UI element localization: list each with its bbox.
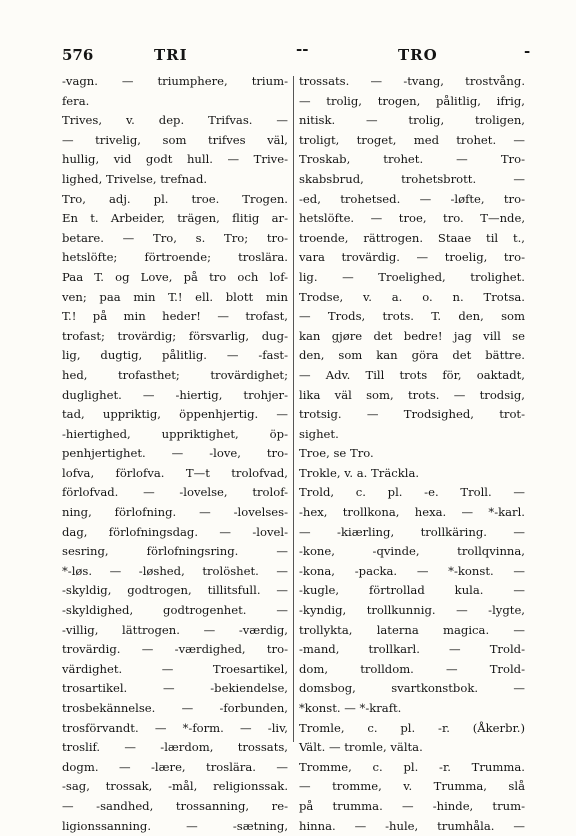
text-line: domsbog, svartkonstbok. — — [299, 681, 525, 696]
text-line: hetslöfte; förtroende; troslära. — [62, 250, 288, 265]
text-line: troslif. — -lærdom, trossats, — [62, 740, 288, 755]
page-header — [62, 40, 532, 66]
text-line: lofva, förlofva. T—t trolofvad, — [62, 465, 288, 480]
text-line: lighed, Trivelse, trefnad. — [62, 171, 208, 186]
text-line: betare. — Tro, s. Tro; tro- — [62, 230, 288, 245]
text-line: trofast; trovärdig; försvarlig, dug- — [62, 328, 288, 343]
text-line: -kugle, förtrollad kula. — — [299, 583, 525, 598]
text-line: -vagn. — triumphere, trium- — [62, 74, 288, 88]
text-line: nitisk. — trolig, troligen, — [299, 113, 525, 128]
text-line: -kone, -qvinde, trollqvinna, — [299, 544, 525, 559]
text-line: lika väl som, trots. — trodsig, — [299, 387, 525, 402]
text-line: -mand, trollkarl. — Trold- — [299, 642, 525, 657]
text-line: -kona, -packa. — *-konst. — — [299, 563, 525, 578]
text-line: vara trovärdig. — troelig, tro- — [299, 250, 525, 265]
text-line: ligionssanning. — -sætning, — [62, 818, 288, 833]
text-line: trosartikel. — -bekiendelse, — [62, 681, 288, 696]
text-line: Trokle, v. a. Träckla. — [299, 465, 420, 480]
text-line: penhjertighet. — -love, tro- — [62, 446, 288, 461]
text-line: troende, rättrogen. Staae til t., — [299, 230, 525, 245]
text-line: *konst. — *-kraft. — [299, 701, 402, 715]
text-line: — -sandhed, trossanning, re- — [62, 798, 288, 813]
text-line: — Trods, trots. T. den, som — [299, 309, 525, 324]
text-line: förlofvad. — -lovelse, trolof- — [62, 485, 288, 500]
text-line: -ed, trohetsed. — -løfte, tro- — [299, 191, 525, 206]
text-line: hed, trofasthet; trovärdighet; — [62, 367, 288, 382]
text-line: trosförvandt. — *-form. — -liv, — [62, 720, 288, 735]
text-line: lig, dugtig, pålitlig. — -fast- — [62, 348, 288, 363]
text-line: hetslöfte. — troe, tro. T—nde, — [299, 211, 525, 226]
text-line: -skyldighed, godtrogenhet. — — [62, 603, 288, 618]
text-line: dag, förlofningsdag. — -lovel- — [62, 524, 288, 539]
text-line: duglighet. — -hiertig, trohjer- — [62, 387, 288, 402]
text-line: den, som kan göra det bättre. — [299, 348, 525, 363]
header-mark: - — [524, 42, 531, 60]
text-line: ning, förlofning. — -lovelses- — [62, 505, 288, 520]
text-line: hinna. — -hule, trumhåla. — — [299, 818, 525, 833]
page-number: 576 — [62, 46, 94, 64]
text-line: Trodse, v. a. o. n. Trotsa. — [299, 289, 525, 304]
text-line: trovärdig. — -værdighed, tro- — [62, 642, 288, 657]
text-line: En t. Arbeider, trägen, flitig ar- — [62, 211, 288, 226]
text-line: — tromme, v. Trumma, slå — [299, 779, 525, 794]
text-line: skabsbrud, trohetsbrott. — — [299, 171, 525, 186]
text-line: -sag, trossak, -mål, religionssak. — [62, 779, 288, 794]
text-line: ven; paa min T.! ell. blott min — [62, 289, 288, 304]
text-line: — trolig, trogen, pålitlig, ifrig, — [299, 93, 525, 108]
text-line: dogm. — -lære, troslära. — — [62, 759, 288, 774]
text-line: Tro, adj. pl. troe. Trogen. — [62, 191, 288, 206]
text-line: Trives, v. dep. Trifvas. — — [62, 113, 288, 128]
text-line: hullig, vid godt hull. — Trive- — [62, 152, 288, 167]
text-line: Troskab, trohet. — Tro- — [299, 152, 525, 167]
text-line: Trold, c. pl. -e. Troll. — — [299, 485, 525, 500]
text-line: — -kiærling, trollkäring. — — [299, 524, 525, 539]
text-line: -hiertighed, uppriktighet, öp- — [62, 426, 288, 441]
text-line: lig. — Troelighed, trolighet. — [299, 269, 525, 284]
text-line: Tromme, c. pl. -r. Trumma. — [299, 759, 525, 774]
text-line: trotsig. — Trodsighed, trot- — [299, 407, 525, 422]
text-line: trossats. — -tvang, trostvång. — [299, 74, 525, 88]
left-column — [62, 72, 288, 836]
text-line: trosbekännelse. — -forbunden, — [62, 701, 288, 715]
text-line: — Adv. Till trots för, oaktadt, — [299, 367, 525, 382]
text-line: trollykta, laterna magica. — — [299, 622, 525, 637]
text-line: sighet. — [299, 426, 339, 441]
text-line: — trivelig, som trifves väl, — [62, 132, 288, 147]
text-line: tad, uppriktig, öppenhjertig. — — [62, 407, 288, 422]
right-column — [299, 72, 525, 836]
text-line: -kyndig, trollkunnig. — -lygte, — [299, 603, 525, 618]
text-line: -skyldig, godtrogen, tillitsfull. — — [62, 583, 288, 598]
text-line: värdighet. — Troesartikel, — [62, 661, 288, 676]
text-line: på trumma. — -hinde, trum- — [299, 798, 525, 813]
text-line: kan gjøre det bedre! jag vill se — [299, 328, 525, 343]
text-line: Vält. — tromle, välta. — [299, 740, 423, 755]
text-line: T.! på min heder! — trofast, — [62, 309, 288, 324]
text-line: sesring, förlofningsring. — — [62, 544, 288, 559]
text-line: Tromle, c. pl. -r. (Åkerbr.) — [299, 720, 525, 735]
text-line: troligt, troget, med trohet. — — [299, 132, 525, 147]
text-line: -villig, lättrogen. — -værdig, — [62, 622, 288, 637]
left-keyword: TRI — [154, 46, 188, 64]
text-line: dom, trolldom. — Trold- — [299, 661, 525, 676]
column-divider — [293, 76, 294, 742]
text-line: fera. — [62, 93, 90, 108]
text-line: *-løs. — -løshed, trolöshet. — — [62, 563, 288, 578]
header-dash: -- — [296, 40, 309, 58]
text-line: Paa T. og Love, på tro och lof- — [62, 269, 288, 284]
right-keyword: TRO — [398, 46, 438, 64]
text-line: Troe, se Tro. — [299, 446, 374, 461]
text-line: -hex, trollkona, hexa. — *-karl. — [299, 505, 525, 520]
